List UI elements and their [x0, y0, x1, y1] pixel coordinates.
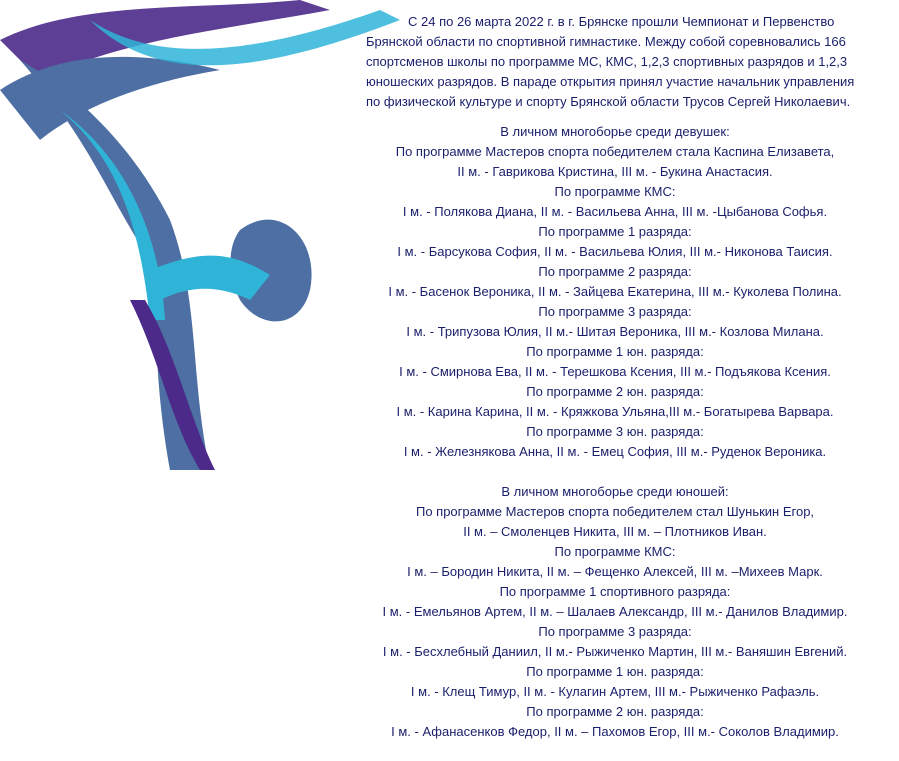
girls-line: I м. - Барсукова София, II м. - Васильева Юлия, III м.- Никонова Таисия. — [397, 244, 833, 259]
girls-line: В личном многоборье среди девушек: — [500, 124, 730, 139]
girls-line: I м. - Железнякова Анна, II м. - Емец София, III м.- Руденок Вероника. — [403, 444, 827, 459]
boys-line: По программе КМС: — [554, 544, 676, 559]
intro-paragraph: С 24 по 26 марта 2022 г. в г. Брянске прошли Чемпионат и Первенство Брянской области по спортивной гимнастике. Между собой соревновались 166 спортсменов школы по программе МС, КМС, 1,2,3 спортивных разрядов и 1,2,3 юношеских разрядов. В параде открытия принял участие начальник управления по физической культуре и спорту Брянской области Трусов Сергей Николаевич. — [366, 14, 855, 109]
boys-line: I м. – Бородин Никита, II м. – Фещенко Алексей, III м. –Михеев Марк. — [407, 564, 823, 579]
girls-line: По программе 1 юн. разряда: — [526, 344, 704, 359]
girls-line: I м. - Смирнова Ева, II м. - Терешкова Ксения, III м.- Подъякова Ксения. — [399, 364, 831, 379]
document-body — [350, 12, 880, 742]
boys-line: По программе 1 спортивного разряда: — [499, 584, 731, 599]
boys-line: II м. – Смоленцев Никита, III м. – Плотников Иван. — [463, 524, 767, 539]
boys-line: По программе Мастеров спорта победителем стал Шунькин Егор, — [415, 504, 815, 519]
girls-line: По программе 2 юн. разряда: — [526, 384, 704, 399]
boys-line: I м. - Клещ Тимур, II м. - Кулагин Артем, III м.- Рыжиченко Рафаэль. — [410, 684, 820, 699]
boys-line: I м. - Афанасенков Федор, II м. – Пахомов Егор, III м.- Соколов Владимир. — [391, 724, 839, 739]
girls-line: По программе Мастеров спорта победителем стала Каспина Елизавета, — [395, 144, 835, 159]
girls-line: I м. - Карина Карина, II м. - Кряжкова Ульяна,III м.- Богатырева Варвара. — [396, 404, 834, 419]
girls-line: I м. - Полякова Диана, II м. - Васильева Анна, III м. -Цыбанова Софья. — [402, 204, 828, 219]
section-gap — [350, 462, 880, 482]
girls-line: I м. - Трипузова Юлия, II м.- Шитая Вероника, III м.- Козлова Милана. — [406, 324, 824, 339]
boys-line: По программе 1 юн. разряда: — [526, 664, 704, 679]
girls-line: По программе 1 разряда: — [538, 224, 692, 239]
girls-results — [350, 122, 880, 462]
boys-line: По программе 3 разряда: — [538, 624, 692, 639]
boys-line: I м. - Бесхлебный Даниил, II м.- Рыжиченко Мартин, III м.- Ваняшин Евгений. — [382, 644, 848, 659]
girls-line: II м. - Гаврикова Кристина, III м. - Букина Анастасия. — [457, 164, 773, 179]
boys-line: I м. - Емельянов Артем, II м. – Шалаев Александр, III м.- Данилов Владимир. — [382, 604, 848, 619]
girls-line: I м. - Басенок Вероника, II м. - Зайцева Екатерина, III м.- Куколева Полина. — [388, 284, 842, 299]
boys-line: В личном многоборье среди юношей: — [501, 484, 729, 499]
girls-line: По программе 3 разряда: — [538, 304, 692, 319]
boys-line: По программе 2 юн. разряда: — [526, 704, 704, 719]
girls-line: По программе 2 разряда: — [538, 264, 692, 279]
boys-results — [350, 482, 880, 742]
girls-line: По программе КМС: — [554, 184, 676, 199]
girls-line: По программе 3 юн. разряда: — [526, 424, 704, 439]
